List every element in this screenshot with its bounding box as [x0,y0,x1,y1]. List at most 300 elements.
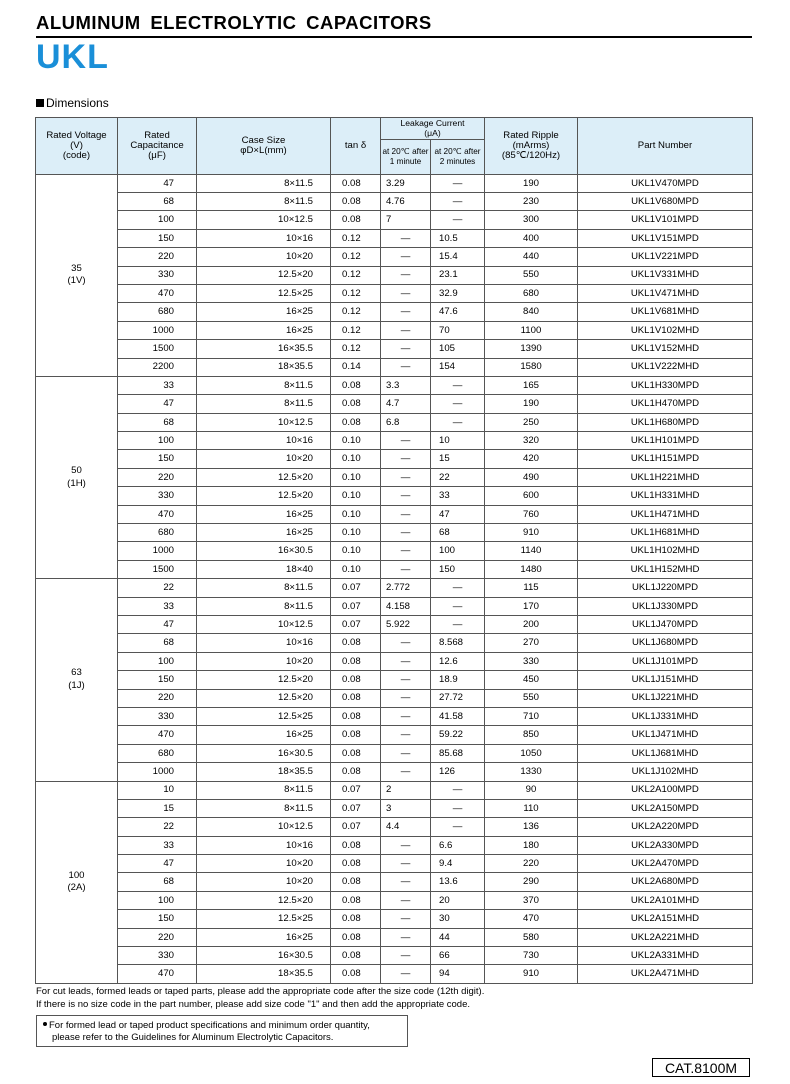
case-size-cell: 10×20 [197,873,331,891]
leakage-2min-cell: — [431,395,485,413]
series-name: UKL [36,38,109,76]
table-row [36,855,753,873]
tan-delta-cell: 0.08 [331,744,381,762]
table-row [36,524,753,542]
leakage-1min-cell: — [381,910,431,928]
case-size-cell: 10×20 [197,248,331,266]
tan-delta-cell: 0.10 [331,560,381,578]
table-row [36,174,753,192]
table-body [36,174,753,983]
leakage-2min-cell: 15 [431,450,485,468]
tan-delta-cell: 0.08 [331,763,381,781]
leakage-2min-cell: 23.1 [431,266,485,284]
leakage-2min-cell: 20 [431,891,485,909]
ripple-cell: 550 [485,266,578,284]
header-case-size: Case Size φD×L(mm) [197,118,331,175]
leakage-1min-cell: — [381,726,431,744]
case-size-cell: 8×11.5 [197,597,331,615]
case-size-cell: 18×35.5 [197,358,331,376]
case-size-cell: 16×25 [197,928,331,946]
case-size-cell: 16×35.5 [197,340,331,358]
leakage-1min-cell: — [381,487,431,505]
voltage-cell: 100 (2A) [36,781,118,983]
ripple-cell: 1140 [485,542,578,560]
capacitance-cell: 220 [118,928,197,946]
leakage-1min-cell: — [381,855,431,873]
leakage-2min-cell: 33 [431,487,485,505]
table-row [36,358,753,376]
part-number-cell: UKL2A150MPD [578,799,753,817]
tan-delta-cell: 0.08 [331,413,381,431]
part-number-cell: UKL1H680MPD [578,413,753,431]
bullet-icon [43,1022,47,1026]
tan-delta-cell: 0.08 [331,634,381,652]
note-box [36,1015,408,1047]
capacitance-cell: 330 [118,487,197,505]
table-row [36,707,753,725]
leakage-2min-cell: 41.58 [431,707,485,725]
table-row [36,744,753,762]
header-part-number: Part Number [578,118,753,175]
part-number-cell: UKL2A470MPD [578,855,753,873]
table-row [36,616,753,634]
case-size-cell: 16×25 [197,726,331,744]
leakage-2min-cell: — [431,579,485,597]
case-size-cell: 16×25 [197,321,331,339]
case-size-cell: 8×11.5 [197,193,331,211]
table-row [36,726,753,744]
part-number-cell: UKL1H681MHD [578,524,753,542]
part-number-cell: UKL1H470MPD [578,395,753,413]
table-row [36,432,753,450]
capacitance-cell: 68 [118,873,197,891]
ripple-cell: 680 [485,284,578,302]
table-row [36,468,753,486]
capacitance-cell: 33 [118,836,197,854]
tan-delta-cell: 0.08 [331,928,381,946]
table-row [36,193,753,211]
part-number-cell: UKL2A330MPD [578,836,753,854]
leakage-2min-cell: 126 [431,763,485,781]
tan-delta-cell: 0.12 [331,248,381,266]
tan-delta-cell: 0.07 [331,818,381,836]
leakage-1min-cell: 4.158 [381,597,431,615]
leakage-2min-cell: 44 [431,928,485,946]
ripple-cell: 320 [485,432,578,450]
leakage-1min-cell: — [381,873,431,891]
ripple-cell: 110 [485,799,578,817]
ripple-cell: 550 [485,689,578,707]
part-number-cell: UKL1V222MHD [578,358,753,376]
note-box-line: For formed lead or taped product specifications and minimum order quantity, [49,1020,370,1031]
leakage-2min-cell: 154 [431,358,485,376]
leakage-1min-cell: — [381,928,431,946]
capacitance-cell: 470 [118,726,197,744]
header-leakage-current: Leakage Current (μA) [381,118,485,140]
case-size-cell: 8×11.5 [197,395,331,413]
leakage-1min-cell: — [381,891,431,909]
case-size-cell: 16×25 [197,303,331,321]
table-row [36,781,753,799]
ripple-cell: 200 [485,616,578,634]
capacitance-cell: 68 [118,193,197,211]
leakage-2min-cell: 10.5 [431,229,485,247]
table-row [36,266,753,284]
header-rated-capacitance: Rated Capacitance (μF) [118,118,197,175]
capacitance-cell: 220 [118,468,197,486]
leakage-1min-cell: — [381,450,431,468]
leakage-2min-cell: — [431,799,485,817]
section-title: Dimensions [46,96,109,110]
tan-delta-cell: 0.08 [331,947,381,965]
leakage-2min-cell: 32.9 [431,284,485,302]
table-row [36,248,753,266]
ripple-cell: 470 [485,910,578,928]
table-row [36,340,753,358]
leakage-1min-cell: — [381,947,431,965]
leakage-2min-cell: 9.4 [431,855,485,873]
capacitance-cell: 1000 [118,321,197,339]
part-number-cell: UKL2A471MHD [578,965,753,983]
tan-delta-cell: 0.08 [331,855,381,873]
tan-delta-cell: 0.08 [331,891,381,909]
tan-delta-cell: 0.08 [331,211,381,229]
tan-delta-cell: 0.12 [331,303,381,321]
ripple-cell: 290 [485,873,578,891]
leakage-1min-cell: — [381,634,431,652]
leakage-1min-cell: 4.76 [381,193,431,211]
part-number-cell: UKL1J101MPD [578,652,753,670]
case-size-cell: 10×16 [197,229,331,247]
capacitance-cell: 100 [118,891,197,909]
document-title: ALUMINUM ELECTROLYTIC CAPACITORS [36,12,432,33]
leakage-2min-cell: 30 [431,910,485,928]
part-number-cell: UKL1H331MHD [578,487,753,505]
capacitance-cell: 2200 [118,358,197,376]
ripple-cell: 850 [485,726,578,744]
case-size-cell: 10×12.5 [197,616,331,634]
ripple-cell: 370 [485,891,578,909]
leakage-2min-cell: 47.6 [431,303,485,321]
ripple-cell: 170 [485,597,578,615]
header-tan-delta: tan δ [331,118,381,175]
part-number-cell: UKL1H221MHD [578,468,753,486]
tan-delta-cell: 0.10 [331,542,381,560]
capacitance-cell: 47 [118,395,197,413]
part-number-cell: UKL1H102MHD [578,542,753,560]
table-row [36,542,753,560]
table-row [36,211,753,229]
ripple-cell: 230 [485,193,578,211]
footnotes [36,986,484,1011]
ripple-cell: 760 [485,505,578,523]
leakage-1min-cell: 2 [381,781,431,799]
part-number-cell: UKL1V221MPD [578,248,753,266]
case-size-cell: 18×35.5 [197,763,331,781]
voltage-cell: 35 (1V) [36,174,118,376]
ripple-cell: 440 [485,248,578,266]
leakage-2min-cell: 27.72 [431,689,485,707]
leakage-1min-cell: 3 [381,799,431,817]
tan-delta-cell: 0.08 [331,965,381,983]
leakage-2min-cell: 13.6 [431,873,485,891]
tan-delta-cell: 0.12 [331,340,381,358]
part-number-cell: UKL2A151MHD [578,910,753,928]
leakage-2min-cell: 68 [431,524,485,542]
case-size-cell: 12.5×20 [197,266,331,284]
leakage-2min-cell: — [431,818,485,836]
section-heading [36,96,109,110]
part-number-cell: UKL1J102MHD [578,763,753,781]
header-leakage-2min: at 20℃ after 2 minutes [431,139,485,174]
part-number-cell: UKL2A100MPD [578,781,753,799]
table-row [36,652,753,670]
tan-delta-cell: 0.08 [331,193,381,211]
case-size-cell: 12.5×20 [197,689,331,707]
title-rule [36,36,752,38]
leakage-2min-cell: 94 [431,965,485,983]
case-size-cell: 12.5×25 [197,707,331,725]
table-row [36,229,753,247]
leakage-2min-cell: — [431,174,485,192]
capacitance-cell: 220 [118,248,197,266]
capacitance-cell: 150 [118,450,197,468]
leakage-1min-cell: 3.3 [381,376,431,394]
voltage-cell: 63 (1J) [36,579,118,781]
ripple-cell: 910 [485,965,578,983]
table-row [36,505,753,523]
case-size-cell: 8×11.5 [197,376,331,394]
note-box-line: please refer to the Guidelines for Aluminum Electrolytic Capacitors. [52,1032,334,1043]
part-number-cell: UKL1V152MHD [578,340,753,358]
tan-delta-cell: 0.07 [331,781,381,799]
case-size-cell: 12.5×20 [197,468,331,486]
tan-delta-cell: 0.12 [331,266,381,284]
case-size-cell: 8×11.5 [197,799,331,817]
capacitance-cell: 330 [118,947,197,965]
leakage-1min-cell: 2.772 [381,579,431,597]
ripple-cell: 270 [485,634,578,652]
tan-delta-cell: 0.08 [331,707,381,725]
table-row [36,597,753,615]
ripple-cell: 190 [485,174,578,192]
tan-delta-cell: 0.08 [331,395,381,413]
capacitance-cell: 680 [118,524,197,542]
tan-delta-cell: 0.08 [331,671,381,689]
leakage-2min-cell: — [431,193,485,211]
tan-delta-cell: 0.08 [331,726,381,744]
leakage-2min-cell: 59.22 [431,726,485,744]
leakage-1min-cell: — [381,248,431,266]
part-number-cell: UKL1H330MPD [578,376,753,394]
capacitance-cell: 22 [118,579,197,597]
capacitance-cell: 470 [118,965,197,983]
part-number-cell: UKL1J330MPD [578,597,753,615]
part-number-cell: UKL1V470MPD [578,174,753,192]
table-row [36,450,753,468]
capacitance-cell: 330 [118,707,197,725]
catalog-number: CAT.8100M [652,1058,750,1077]
ripple-cell: 115 [485,579,578,597]
leakage-1min-cell: — [381,836,431,854]
leakage-2min-cell: — [431,376,485,394]
part-number-cell: UKL1J151MHD [578,671,753,689]
tan-delta-cell: 0.10 [331,524,381,542]
part-number-cell: UKL2A680MPD [578,873,753,891]
part-number-cell: UKL1J471MHD [578,726,753,744]
part-number-cell: UKL1V101MPD [578,211,753,229]
case-size-cell: 10×12.5 [197,818,331,836]
leakage-1min-cell: — [381,542,431,560]
capacitance-cell: 150 [118,229,197,247]
tan-delta-cell: 0.07 [331,616,381,634]
leakage-1min-cell: — [381,744,431,762]
table-row [36,910,753,928]
table-row [36,891,753,909]
table-row [36,395,753,413]
case-size-cell: 16×30.5 [197,744,331,762]
capacitance-cell: 1000 [118,542,197,560]
case-size-cell: 12.5×20 [197,891,331,909]
tan-delta-cell: 0.10 [331,505,381,523]
case-size-cell: 12.5×20 [197,487,331,505]
case-size-cell: 8×11.5 [197,579,331,597]
capacitance-cell: 1500 [118,560,197,578]
capacitance-cell: 100 [118,211,197,229]
leakage-2min-cell: 85.68 [431,744,485,762]
case-size-cell: 10×16 [197,836,331,854]
ripple-cell: 710 [485,707,578,725]
capacitance-cell: 100 [118,652,197,670]
ripple-cell: 180 [485,836,578,854]
leakage-1min-cell: — [381,284,431,302]
capacitance-cell: 47 [118,855,197,873]
table-row [36,321,753,339]
ripple-cell: 1050 [485,744,578,762]
table-row [36,671,753,689]
capacitance-cell: 1500 [118,340,197,358]
table-row [36,689,753,707]
tan-delta-cell: 0.10 [331,450,381,468]
leakage-1min-cell: — [381,524,431,542]
tan-delta-cell: 0.10 [331,487,381,505]
table-row [36,928,753,946]
tan-delta-cell: 0.08 [331,689,381,707]
ripple-cell: 165 [485,376,578,394]
capacitance-cell: 47 [118,616,197,634]
ripple-cell: 330 [485,652,578,670]
capacitance-cell: 470 [118,284,197,302]
part-number-cell: UKL1H101MPD [578,432,753,450]
case-size-cell: 12.5×25 [197,910,331,928]
table-row [36,579,753,597]
case-size-cell: 12.5×25 [197,284,331,302]
leakage-1min-cell: 5.922 [381,616,431,634]
part-number-cell: UKL1V151MPD [578,229,753,247]
tan-delta-cell: 0.12 [331,284,381,302]
leakage-2min-cell: — [431,616,485,634]
leakage-2min-cell: — [431,413,485,431]
ripple-cell: 1330 [485,763,578,781]
footnote-line: For cut leads, formed leads or taped parts, please add the appropriate code after the size code (12th digit). [36,986,485,997]
leakage-1min-cell: — [381,505,431,523]
case-size-cell: 16×30.5 [197,947,331,965]
ripple-cell: 1390 [485,340,578,358]
table-row [36,284,753,302]
capacitance-cell: 10 [118,781,197,799]
table-row [36,303,753,321]
header-rated-voltage: Rated Voltage (V) (code) [36,118,118,175]
tan-delta-cell: 0.08 [331,174,381,192]
part-number-cell: UKL1V471MHD [578,284,753,302]
capacitance-cell: 1000 [118,763,197,781]
leakage-1min-cell: — [381,763,431,781]
ripple-cell: 136 [485,818,578,836]
leakage-1min-cell: — [381,560,431,578]
tan-delta-cell: 0.08 [331,873,381,891]
tan-delta-cell: 0.08 [331,836,381,854]
capacitance-cell: 15 [118,799,197,817]
leakage-1min-cell: — [381,432,431,450]
leakage-2min-cell: 105 [431,340,485,358]
table-row [36,560,753,578]
leakage-1min-cell: — [381,689,431,707]
capacitance-cell: 22 [118,818,197,836]
part-number-cell: UKL1H152MHD [578,560,753,578]
leakage-2min-cell: 18.9 [431,671,485,689]
part-number-cell: UKL1J221MHD [578,689,753,707]
tan-delta-cell: 0.07 [331,597,381,615]
leakage-1min-cell: 4.4 [381,818,431,836]
leakage-1min-cell: — [381,652,431,670]
leakage-1min-cell: — [381,358,431,376]
ripple-cell: 840 [485,303,578,321]
leakage-2min-cell: 47 [431,505,485,523]
table-row [36,965,753,983]
case-size-cell: 10×20 [197,450,331,468]
ripple-cell: 190 [485,395,578,413]
header-rated-ripple: Rated Ripple (mArms) (85℃/120Hz) [485,118,578,175]
ripple-cell: 300 [485,211,578,229]
part-number-cell: UKL2A101MHD [578,891,753,909]
ripple-cell: 90 [485,781,578,799]
leakage-1min-cell: — [381,707,431,725]
ripple-cell: 1580 [485,358,578,376]
ripple-cell: 400 [485,229,578,247]
leakage-1min-cell: — [381,229,431,247]
leakage-2min-cell: 12.6 [431,652,485,670]
table-row [36,487,753,505]
table-row [36,818,753,836]
dimensions-table [35,117,753,984]
leakage-2min-cell: — [431,781,485,799]
tan-delta-cell: 0.12 [331,321,381,339]
leakage-1min-cell: — [381,266,431,284]
part-number-cell: UKL1V681MHD [578,303,753,321]
tan-delta-cell: 0.08 [331,652,381,670]
tan-delta-cell: 0.14 [331,358,381,376]
leakage-1min-cell: 3.29 [381,174,431,192]
ripple-cell: 580 [485,928,578,946]
ripple-cell: 1100 [485,321,578,339]
part-number-cell: UKL1J331MHD [578,707,753,725]
ripple-cell: 910 [485,524,578,542]
leakage-2min-cell: 150 [431,560,485,578]
leakage-2min-cell: — [431,597,485,615]
leakage-2min-cell: 100 [431,542,485,560]
part-number-cell: UKL1H471MHD [578,505,753,523]
ripple-cell: 730 [485,947,578,965]
